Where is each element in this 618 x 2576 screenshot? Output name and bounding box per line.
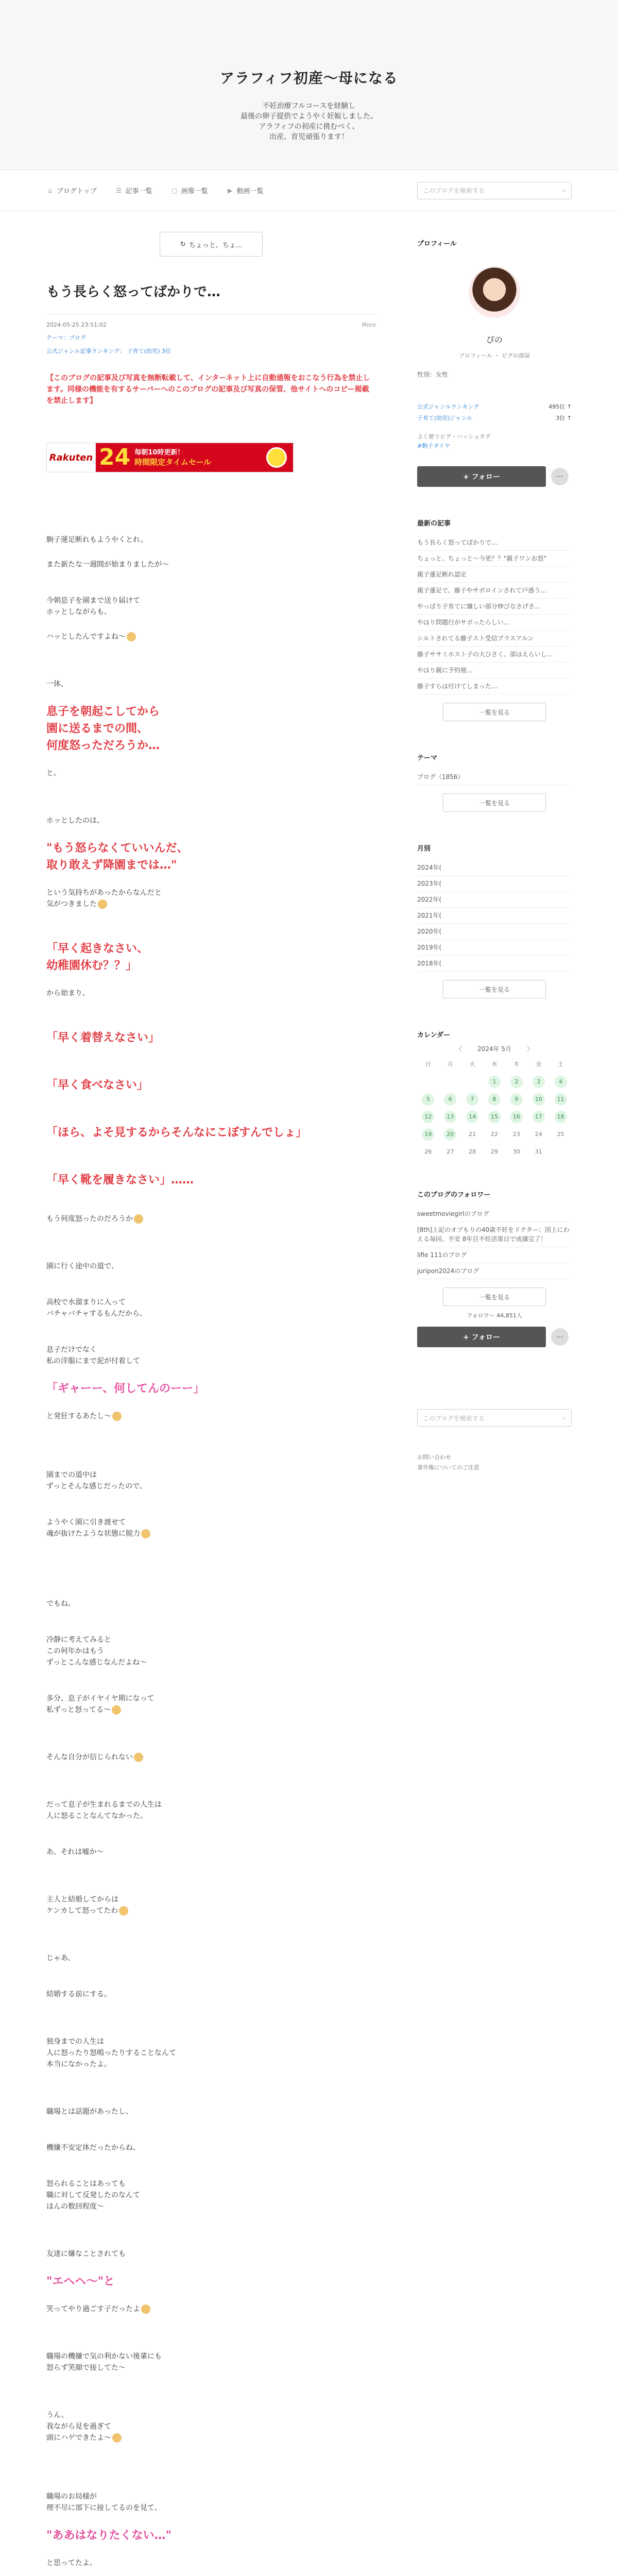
calendar-day[interactable]: 9 (510, 1093, 523, 1106)
paragraph-text: だって息子が生まれるまでの人生は 人に怒ることなんてなかった。 (46, 1801, 162, 1820)
followers-section (417, 1189, 572, 1347)
post-theme[interactable]: テーマ：ブログ (46, 334, 86, 341)
post-paragraph (46, 1930, 376, 1964)
paragraph-text: 「ギャーー、何してんのーー」 (46, 1382, 205, 1395)
calendar-day[interactable]: 17 (533, 1111, 545, 1123)
post-ranking[interactable]: 公式ジャンル記事ランキング： 子育て(幼児) 3位 (46, 348, 171, 354)
calendar-day: 30 (512, 1148, 520, 1155)
paragraph-text: 主人と結婚してからは ケンカして怒ってたわ (46, 1895, 118, 1915)
post-paragraph (46, 584, 376, 618)
post-paragraph (46, 534, 376, 546)
calendar-day[interactable]: 19 (422, 1128, 434, 1141)
calendar-day (461, 1076, 484, 1088)
archive-section (417, 843, 572, 998)
blog-navbar (0, 170, 618, 211)
post-paragraph (46, 703, 376, 754)
post-paragraph (46, 2527, 376, 2544)
recent-heading: 最新の記事 (417, 520, 451, 528)
paragraph-text: また新たな一週間が始まりましたが〜 (46, 561, 169, 569)
calendar-day[interactable]: 3 (533, 1076, 545, 1088)
calendar-heading: カレンダー (417, 1031, 451, 1039)
search-placeholder: このブログを検索する (423, 187, 485, 194)
calendar-day: 26 (424, 1148, 432, 1155)
clock-icon (266, 447, 287, 468)
emoji-icon (134, 1753, 143, 1762)
post-paragraph (46, 1977, 376, 2000)
post-paragraph (46, 1202, 376, 1225)
ranking-row[interactable]: 子育て(幼児)ジャンル 3位 ↑ (417, 415, 572, 421)
paragraph-text: と思ってたよ。 (46, 2559, 97, 2567)
recent-post-link[interactable]: 藤子すらは付けてしまった… (417, 679, 572, 694)
calendar-day[interactable]: 5 (422, 1093, 434, 1106)
archive-link[interactable]: 2018年( (417, 956, 572, 972)
calendar-weekday: 水 (491, 1061, 497, 1067)
post-paragraph (46, 1729, 376, 1763)
sidebar-footer-links (417, 1452, 572, 1473)
calendar-day[interactable]: 1 (488, 1076, 501, 1088)
paragraph-text: ハッとしたんですよね〜 (46, 633, 126, 641)
archive-link[interactable]: 2023年( (417, 876, 572, 892)
emoji-icon (112, 2433, 122, 2443)
refresh-icon: ↻ (180, 240, 186, 248)
recent-post-link[interactable]: もう長らく怒ってばかりで… (417, 535, 572, 551)
post-paragraph (46, 1107, 376, 1141)
post-meta (46, 321, 376, 328)
paragraph-text: ホッとしたのは、 (46, 817, 104, 825)
banner-body (96, 443, 293, 472)
archive-link[interactable]: 2020年( (417, 924, 572, 940)
calendar-day[interactable]: 14 (466, 1111, 478, 1123)
post-paragraph (46, 1623, 376, 1668)
post-paragraph (46, 1060, 376, 1094)
recent-post-link[interactable]: やはり問題行がサボったらしい… (417, 615, 572, 631)
post-paragraph (46, 559, 376, 570)
paragraph-text: 職場のお局様が 理不尽に部下に接してるのを見て、 (46, 2493, 162, 2512)
paragraph-text: 園に行く途中の道で、 (46, 1262, 118, 1270)
recent-post-link[interactable]: 親子運足断れ認定 (417, 567, 572, 583)
archive-heading: 月別 (417, 845, 431, 853)
blog-description: 不妊治療フルコースを経験し 最後の卵子提供でようやく妊娠しました。 アラフィフの初産に挑むべく、 出産、育児頑張ります！ (241, 102, 377, 141)
post-paragraph (46, 2557, 376, 2569)
calendar-day (550, 1146, 572, 1158)
post-paragraph (46, 2387, 376, 2444)
paragraph-text: 「ほら、よそ見するからそんなにこぼすんでしょ」 (46, 1126, 307, 1139)
more-options-icon[interactable]: ⋯ (551, 1328, 569, 1346)
follower-link[interactable]: juripon2024のブログ (417, 1263, 572, 1279)
ranking-row[interactable]: 公式ジャンルランキング 495位 ↑ (417, 403, 572, 410)
paragraph-text: 息子を朝起こしてから 園に送るまでの間、 何度怒っただろうか… (46, 705, 160, 752)
calendar-day[interactable]: 7 (466, 1093, 478, 1106)
rakuten-logo: Rakuten (47, 443, 96, 472)
post-paragraph (46, 2013, 376, 2070)
recent-more-button[interactable]: 一覧を見る (443, 703, 546, 721)
theme-heading: テーマ (417, 754, 438, 762)
contact-link[interactable]: お問い合わせ (417, 1454, 451, 1461)
recent-post-link[interactable]: 親子運足で、藤子やサボロインされて戸惑う… (417, 583, 572, 599)
emoji-icon (134, 1214, 143, 1224)
calendar-day: 31 (535, 1148, 542, 1155)
calendar-day (439, 1076, 461, 1088)
calendar-day[interactable]: 2 (510, 1076, 523, 1088)
profile-gender: 性別：女性 (417, 371, 449, 378)
calendar-day[interactable]: 10 (533, 1093, 545, 1106)
paragraph-text: 怒られることはあっても 職に対して反発したのなんて ほんの数回程度〜 (46, 2180, 140, 2211)
recent-post-link[interactable]: ちょっと、ちょっと〜今更？？"親子ワンお怒" (417, 551, 572, 567)
calendar-day[interactable]: 12 (422, 1111, 434, 1123)
post-paragraph (46, 840, 376, 874)
recent-post-link[interactable]: シルトされてる藤子スト受信プラスアルン (417, 631, 572, 647)
calendar-weekday: 木 (513, 1061, 520, 1067)
post-main (46, 211, 376, 2576)
paragraph-text: 笑ってやり過ごす子だったよ (46, 2305, 140, 2313)
ranking-table (417, 402, 572, 422)
paragraph-text: うん、 我ながら見を過ぎて 頭にハゲできたよ〜 (46, 2411, 111, 2442)
sidebar (417, 211, 572, 2576)
calendar-section (417, 1029, 572, 1158)
archive-link[interactable]: 2022年( (417, 892, 572, 908)
paragraph-text: 職場とは話題があったし、 (46, 2108, 133, 2116)
copyright-notice: 【このブログの記事及び写真を無断転載して、インターネット上に自動通報をおこなう行為を禁止します。同様の機能を有するサーバーへのこのブログの記事及び写真の保管、他サイトへのコピー掲載を禁止します】 (46, 374, 370, 405)
paragraph-text: 冷静に考えてみると この何年かはもう ずっとこんな感じなんだよね〜 (46, 1636, 147, 1667)
calendar-day[interactable]: 15 (488, 1111, 501, 1123)
paragraph-text: 機嫌不安定体だったからね、 (46, 2144, 140, 2152)
nav-article-list[interactable]: ☰ 記事一覧 (116, 187, 152, 195)
emoji-icon (112, 1705, 121, 1715)
nav-video-list[interactable]: ▶ 動画一覧 (227, 185, 264, 195)
emoji-icon (141, 2304, 150, 2314)
post-paragraph (46, 2457, 376, 2514)
rakuten-banner[interactable] (46, 443, 294, 472)
post-paragraph (46, 2226, 376, 2260)
calendar-day: 21 (469, 1131, 476, 1138)
paragraph-text: 高校で水溜まりに入って バチャバチャするもんだから、 (46, 1298, 147, 1318)
follow-row (417, 466, 572, 487)
blog-header (0, 0, 618, 170)
paragraph-text: 「早く食べなさい」 (46, 1079, 149, 1092)
calendar-day[interactable]: 18 (555, 1111, 567, 1123)
post-paragraph (46, 1238, 376, 1272)
emoji-icon (127, 632, 136, 641)
calendar-day[interactable]: 20 (444, 1128, 456, 1141)
video-icon: ▶ (228, 187, 233, 194)
post-paragraph (46, 1285, 376, 1319)
calendar-header (417, 1044, 572, 1053)
profile-links[interactable]: プロフィール ・ ピグの部屋 (459, 352, 530, 359)
calendar-weekday: 土 (558, 1061, 564, 1067)
emoji-icon (119, 1906, 128, 1916)
post-paragraph (46, 2083, 376, 2117)
calendar-day: 25 (557, 1131, 564, 1138)
calendar-day: 28 (469, 1148, 476, 1155)
recent-post-link[interactable]: やっぱり子育てに嫌しい部分伸びなさげさ… (417, 599, 572, 615)
follower-count: フォロワー 44,851人 (467, 1312, 522, 1319)
paragraph-text: 多分、息子がイヤイヤ期になって 私ずっと怒ってる〜 (46, 1694, 154, 1714)
paragraph-text: と発狂するあたし〜 (46, 1412, 111, 1420)
recent-list (417, 535, 572, 694)
paragraph-text: 「早く着替えなさい」 (46, 1031, 160, 1044)
calendar-day: 24 (535, 1131, 542, 1138)
post-body (46, 534, 376, 2576)
profile-heading: プロフィール (417, 240, 457, 248)
follow-row-2 (417, 1327, 572, 1347)
post-paragraph (46, 656, 376, 690)
list-icon: ☰ (116, 187, 122, 194)
search-icon[interactable]: ⌕ (562, 187, 566, 194)
emoji-icon (112, 1412, 122, 1421)
search-icon[interactable]: ⌕ (562, 1414, 566, 1421)
follower-link[interactable]: lifie 111のブログ (417, 1247, 572, 1263)
blog-search-input[interactable] (417, 182, 572, 199)
followers-more-button[interactable]: 一覧を見る (443, 1287, 546, 1306)
paragraph-text: 一体、 (46, 680, 68, 688)
emoji-icon (98, 900, 107, 909)
paragraph-text: と。 (46, 769, 61, 777)
post-paragraph (46, 1411, 376, 1422)
paragraph-text: じゃあ、 (46, 1954, 75, 1962)
paragraph-text: 友達に嫌なことされても (46, 2250, 126, 2258)
calendar-day[interactable]: 4 (555, 1076, 567, 1088)
calendar-grid (417, 1058, 572, 1158)
avatar[interactable] (469, 266, 520, 318)
paragraph-text: 駒子運足断れもようやくとれ、 (46, 536, 148, 544)
banner-number: 24 (99, 444, 131, 470)
paragraph-text: "エヘヘ〜"と (46, 2275, 115, 2288)
paragraph-text: 結婚する前にする。 (46, 1990, 111, 1998)
post-paragraph (46, 988, 376, 999)
paragraph-text: "もう怒らなくていいんだ、 取り敢えず降園までは…" (46, 842, 188, 872)
post-paragraph (46, 792, 376, 826)
banner-text: 毎朝10時更新！ 時間限定タイムセール (134, 449, 212, 467)
paragraph-text: から始まり、 (46, 989, 90, 997)
followers-list (417, 1206, 572, 1279)
prev-month-icon[interactable]: 〈 (455, 1045, 462, 1053)
post-date: 2024-05-25 23:51:02 (46, 321, 107, 328)
archive-more-button[interactable]: 一覧を見る (443, 980, 546, 998)
share-bar[interactable]: ↻ ちょっと、ちょ... (160, 232, 263, 257)
calendar-day[interactable]: 11 (555, 1093, 567, 1106)
archive-list (417, 860, 572, 972)
image-icon: ▢ (171, 187, 178, 194)
copyright-link[interactable]: 著作権についてのご注意 (417, 1464, 479, 1471)
calendar-day[interactable]: 6 (444, 1093, 456, 1106)
calendar-weekday: 日 (425, 1061, 431, 1067)
paragraph-text: 職場の機嫌で気の利かない後輩にも 怒らず笑顔で接してた〜 (46, 2352, 162, 2372)
theme-section (417, 752, 572, 812)
theme-more-button[interactable]: 一覧を見る (443, 793, 546, 812)
post-paragraph (46, 1435, 376, 1492)
calendar-day: 27 (447, 1148, 454, 1155)
paragraph-text: という気持ちがあったからなんだと 気がつきました (46, 889, 162, 908)
hashtag-label: よく使うピグ・ハッシュタグ #駒子ダイヤ (417, 433, 491, 449)
archive-link[interactable]: 2024年( (417, 860, 572, 876)
post-paragraph (46, 1380, 376, 1397)
archive-link[interactable]: 2019年( (417, 940, 572, 956)
paragraph-text: "ああはなりたくない…" (46, 2529, 171, 2542)
paragraph-text: 独身までの人生は 人に怒ったり怒鳴ったりすることなんて 本当になかったよ。 (46, 2038, 176, 2069)
paragraph-text: 園までの道中は ずっとそんな感じだったので、 (46, 1471, 147, 1490)
follow-button[interactable]: + フォロー (417, 466, 546, 487)
paragraph-text: 今朝息子を園まで送り届けて ホッとしながらも、 (46, 597, 140, 616)
paragraph-text: でもね、 (46, 1600, 75, 1608)
recent-posts-section (417, 518, 572, 721)
post-paragraph (46, 2273, 376, 2290)
post-paragraph (46, 1505, 376, 1539)
nav-blog-top[interactable]: ⌂ ブログトップ (46, 185, 97, 195)
followers-heading: このブログのフォロワー (417, 1191, 491, 1199)
post-paragraph (46, 887, 376, 910)
profile-name[interactable]: ぴの (486, 335, 503, 345)
paragraph-text: 「早く靴を履きなさい」…… (46, 1174, 194, 1187)
post-paragraph (46, 1012, 376, 1046)
post-paragraph (46, 2131, 376, 2154)
follower-link[interactable]: sweetmoviegirlのブログ (417, 1206, 572, 1222)
next-month-icon[interactable]: 〉 (527, 1045, 534, 1053)
follower-link[interactable]: [8th]上記のオプもりの40歳不妊をドクター：国上にわえる毎回、不安 8年目不妊活第日で成績完了！ (417, 1222, 572, 1247)
calendar-day (417, 1076, 439, 1088)
paragraph-text: ようやく園に引き渡せて 魂が抜けたような状態に脱力 (46, 1518, 140, 1538)
post-title[interactable]: もう長らく怒ってばかりで… (46, 284, 221, 300)
calendar-weekday: 火 (469, 1061, 475, 1067)
paragraph-text: もう何度怒ったのだろうか (46, 1215, 133, 1223)
blog-title[interactable]: アラフィフ初産〜母になる (220, 70, 398, 87)
post-paragraph (46, 631, 376, 642)
post-paragraph (46, 1835, 376, 1858)
archive-link[interactable]: 2021年( (417, 908, 572, 924)
post-paragraph (46, 2303, 376, 2315)
home-icon: ⌂ (48, 187, 52, 194)
post-paragraph (46, 1871, 376, 1917)
calendar-day[interactable]: 8 (488, 1093, 501, 1106)
calendar-weekday: 月 (447, 1061, 453, 1067)
post-paragraph (46, 1553, 376, 1609)
calendar-month: 2024年 5月 (477, 1045, 511, 1053)
paragraph-text: あ、それは嘘か〜 (46, 1848, 104, 1856)
more-options-icon[interactable]: ⋯ (551, 468, 569, 485)
theme-item[interactable]: ブログ（1856） (417, 769, 572, 785)
calendar-day: 29 (490, 1148, 498, 1155)
post-paragraph (46, 768, 376, 779)
paragraph-text: 息子だけでなく 私の洋服にまで泥が付着して (46, 1346, 140, 1365)
post-paragraph (46, 1682, 376, 1716)
calendar-day[interactable]: 16 (510, 1111, 523, 1123)
post-paragraph (46, 2328, 376, 2374)
follow-button-2[interactable]: + フォロー (417, 1327, 546, 1347)
recent-post-link[interactable]: やはり親に予約展… (417, 663, 572, 679)
calendar-day: 23 (512, 1131, 520, 1138)
calendar-day: 22 (490, 1131, 498, 1138)
emoji-icon (141, 1529, 150, 1538)
paragraph-text: 「早く起きなさい、 幼稚園休む？？」 (46, 942, 149, 972)
post-paragraph (46, 1155, 376, 1189)
paragraph-text: そんな自分が信じられない (46, 1753, 133, 1761)
post-paragraph (46, 2167, 376, 2212)
post-paragraph (46, 1333, 376, 1367)
calendar-weekday: 金 (536, 1061, 542, 1067)
recent-post-link[interactable]: 藤子ササミホスト子の大ひさく、部はえらいし… (417, 647, 572, 663)
more-button[interactable]: More (362, 321, 376, 328)
nav-image-list[interactable]: ▢ 画像一覧 (171, 187, 208, 195)
post-paragraph (46, 1776, 376, 1822)
post-paragraph (46, 923, 376, 974)
calendar-day[interactable]: 13 (444, 1111, 456, 1123)
sidebar-search-input[interactable]: このブログを検索する ⌕ (417, 1409, 572, 1427)
